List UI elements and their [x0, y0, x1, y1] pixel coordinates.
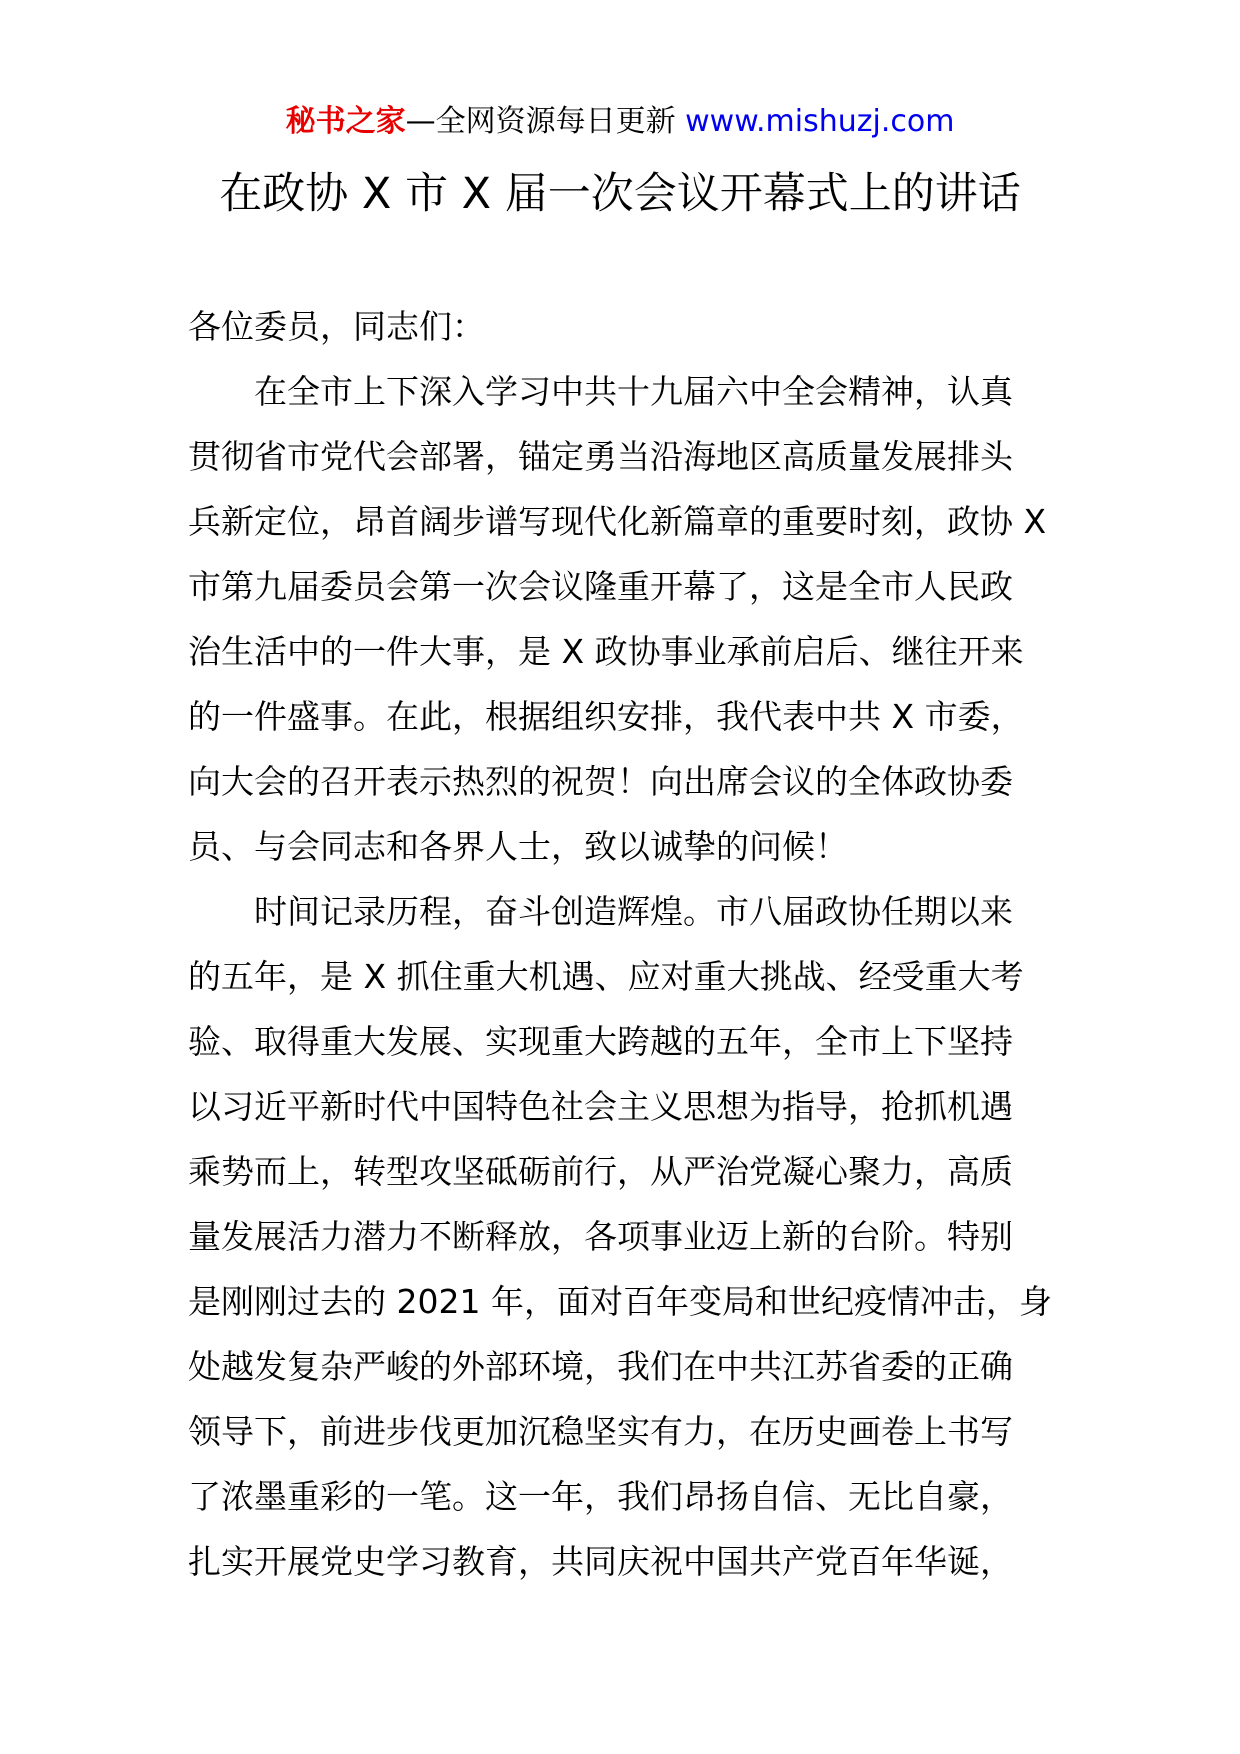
paragraph-2-line: 的五年，是 X 抓住重大机遇、应对重大挑战、经受重大考 — [188, 957, 1024, 996]
paragraph-1-line: 的一件盛事。在此，根据组织安排，我代表中共 X 市委， — [188, 697, 1024, 736]
paragraph-2-line: 以习近平新时代中国特色社会主义思想为指导，抢抓机遇 — [188, 1087, 1013, 1126]
paragraph-1-line: 兵新定位，昂首阔步谱写现代化新篇章的重要时刻，政协 X — [188, 502, 1047, 541]
paragraph-1-line: 贯彻省市党代会部署，锚定勇当沿海地区高质量发展排头 — [188, 437, 1013, 476]
document-title: 在政协 X 市 X 届一次会议开幕式上的讲话 — [219, 169, 1021, 219]
paragraph-1-line: 在全市上下深入学习中共十九届六中全会精神，认真 — [254, 372, 1013, 411]
paragraph-1-line: 市第九届委员会第一次会议隆重开幕了，这是全市人民政 — [188, 567, 1013, 606]
salutation: 各位委员，同志们： — [188, 307, 485, 346]
paragraph-2-line: 是刚刚过去的 2021 年，面对百年变局和世纪疫情冲击，身 — [188, 1282, 1052, 1321]
paragraph-2-line: 时间记录历程，奋斗创造辉煌。市八届政协任期以来 — [254, 892, 1013, 931]
paragraph-2-line: 处越发复杂严峻的外部环境，我们在中共江苏省委的正确 — [188, 1347, 1013, 1386]
site-header — [0, 102, 1240, 142]
paragraph-1-line: 向大会的召开表示热烈的祝贺！向出席会议的全体政协委 — [188, 762, 1013, 801]
paragraph-1-line: 治生活中的一件大事，是 X 政协事业承前启后、继往开来 — [188, 632, 1024, 671]
paragraph-2-line: 扎实开展党史学习教育，共同庆祝中国共产党百年华诞， — [188, 1542, 1013, 1581]
paragraph-2-line: 乘势而上，转型攻坚砥砺前行，从严治党凝心聚力，高质 — [188, 1152, 1013, 1191]
paragraph-2-line: 量发展活力潜力不断释放，各项事业迈上新的台阶。特别 — [188, 1217, 1013, 1256]
paragraph-2-line: 验、取得重大发展、实现重大跨越的五年，全市上下坚持 — [188, 1022, 1013, 1061]
site-tagline: —全网资源每日更新 — [405, 104, 686, 139]
paragraph-2-line: 了浓墨重彩的一笔。这一年，我们昂扬自信、无比自豪， — [188, 1477, 1013, 1516]
site-brand: 秘书之家 — [285, 104, 406, 139]
document-body — [188, 294, 1058, 1594]
paragraph-1-line: 员、与会同志和各界人士，致以诚挚的问候！ — [188, 827, 848, 866]
paragraph-2-line: 领导下，前进步伐更加沉稳坚实有力，在历史画卷上书写 — [188, 1412, 1013, 1451]
site-url-link[interactable]: www.mishuzj.com — [685, 104, 955, 139]
